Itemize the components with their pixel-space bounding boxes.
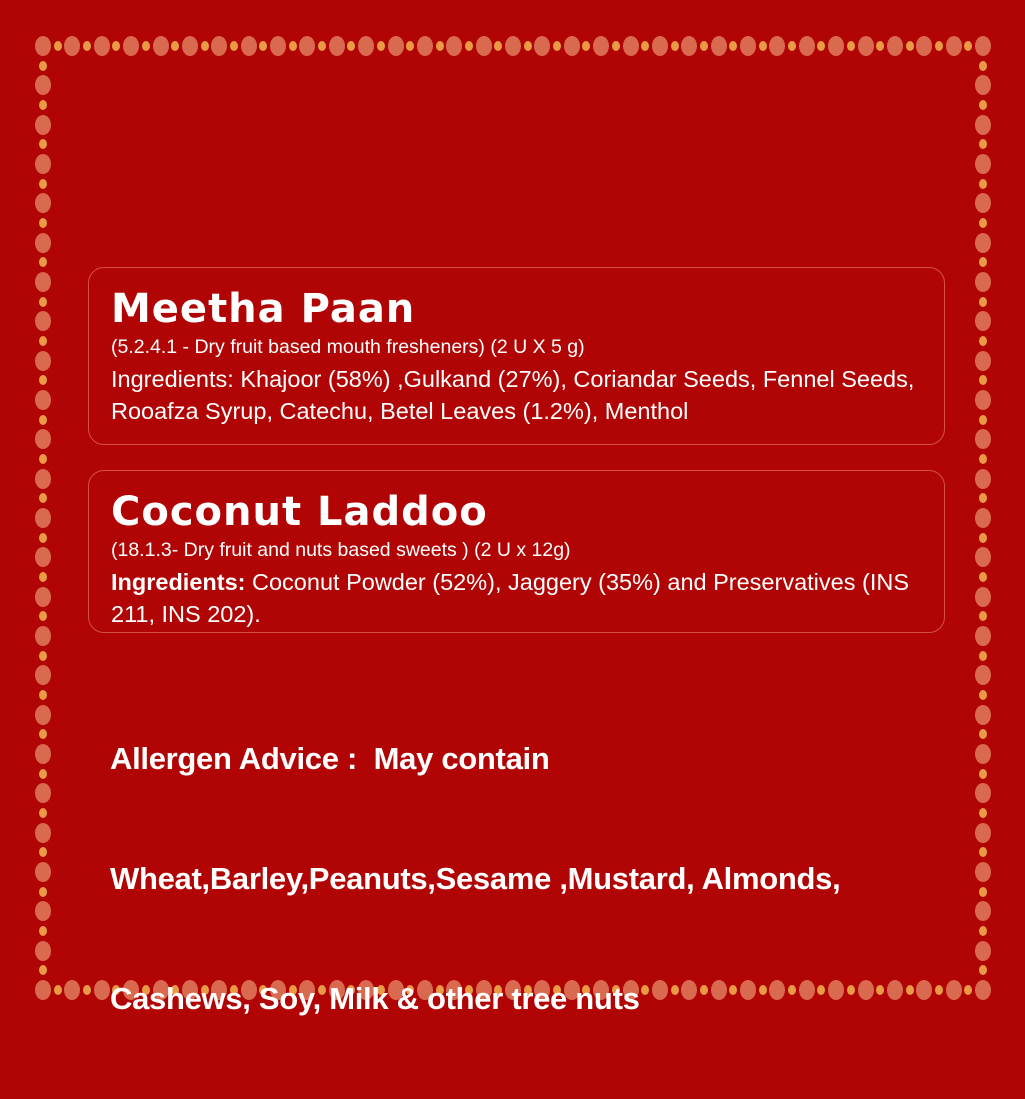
border-dot (700, 41, 708, 51)
border-dot (465, 41, 473, 51)
border-dot (975, 233, 991, 253)
border-dot (964, 985, 972, 995)
border-dot (230, 41, 238, 51)
border-dot (799, 36, 815, 56)
border-dot (652, 36, 668, 56)
border-dot (671, 41, 679, 51)
border-dot (975, 626, 991, 646)
border-dot (979, 926, 987, 936)
border-dot (729, 41, 737, 51)
border-dot (623, 36, 639, 56)
border-dot (975, 901, 991, 921)
product-title: Meetha Paan (111, 286, 416, 332)
border-dot (975, 154, 991, 174)
border-dot (64, 980, 80, 1000)
border-dot (436, 41, 444, 51)
border-dot (39, 651, 47, 661)
product-ingredients (111, 363, 916, 427)
border-dot (975, 941, 991, 961)
border-dot (935, 985, 943, 995)
border-dot (876, 985, 884, 995)
border-dot (979, 808, 987, 818)
border-dot (979, 847, 987, 857)
border-dot (979, 139, 987, 149)
border-dot (975, 744, 991, 764)
border-dot (35, 941, 51, 961)
border-dot (975, 272, 991, 292)
border-dot (35, 744, 51, 764)
border-dot (817, 41, 825, 51)
product-category-code: (18.1.3- Dry fruit and nuts based sweets ) (2 U x 12g) (111, 539, 571, 561)
border-dot (39, 729, 47, 739)
border-dot (39, 611, 47, 621)
border-dot (681, 36, 697, 56)
border-dot (975, 783, 991, 803)
border-dot (847, 985, 855, 995)
border-dot (39, 375, 47, 385)
border-dot (979, 61, 987, 71)
border-dot (979, 611, 987, 621)
allergen-line: Cashews, Soy, Milk & other tree nuts (110, 981, 640, 1016)
border-dot (979, 179, 987, 189)
ingredients-label: Ingredients: (111, 569, 246, 595)
border-dot (979, 965, 987, 975)
border-dot (979, 729, 987, 739)
border-dot (975, 390, 991, 410)
border-dot (476, 36, 492, 56)
border-dot (39, 808, 47, 818)
border-dot (94, 980, 110, 1000)
border-dot (39, 887, 47, 897)
border-dot (906, 985, 914, 995)
border-dot (358, 36, 374, 56)
border-dot (979, 336, 987, 346)
border-dot (35, 980, 51, 1000)
border-dot (979, 415, 987, 425)
border-dot (979, 887, 987, 897)
border-dot (769, 36, 785, 56)
border-dot (759, 41, 767, 51)
border-dot (788, 41, 796, 51)
border-dot (906, 41, 914, 51)
border-dot (64, 36, 80, 56)
border-dot (964, 41, 972, 51)
border-dot (153, 36, 169, 56)
border-dot (975, 36, 991, 56)
border-dot (39, 415, 47, 425)
border-dot (35, 705, 51, 725)
border-dot (979, 100, 987, 110)
allergen-advice (110, 659, 840, 1099)
border-dot (35, 469, 51, 489)
allergen-line: Allergen Advice : May contain (110, 741, 550, 776)
border-dot (446, 36, 462, 56)
border-dot (39, 100, 47, 110)
border-dot (887, 36, 903, 56)
border-dot (564, 36, 580, 56)
border-dot (979, 690, 987, 700)
border-dot (347, 41, 355, 51)
allergen-line: Wheat,Barley,Peanuts,Sesame ,Mustard, Almonds, (110, 861, 841, 896)
border-dot (711, 36, 727, 56)
border-dot (112, 41, 120, 51)
border-dot (211, 36, 227, 56)
border-dot (935, 41, 943, 51)
border-dot (887, 980, 903, 1000)
border-dot (975, 587, 991, 607)
border-dot (975, 115, 991, 135)
border-dot (35, 233, 51, 253)
border-dot (979, 218, 987, 228)
border-dot (975, 980, 991, 1000)
border-dot (94, 36, 110, 56)
border-dot (975, 351, 991, 371)
border-dot (39, 926, 47, 936)
border-dot (39, 965, 47, 975)
border-dot (39, 297, 47, 307)
border-dot (35, 390, 51, 410)
border-dot (858, 36, 874, 56)
border-dot (979, 572, 987, 582)
product-card-meetha-paan (88, 267, 945, 445)
border-dot (35, 823, 51, 843)
border-dot (39, 61, 47, 71)
border-dot (612, 41, 620, 51)
border-dot (975, 823, 991, 843)
border-dot (975, 508, 991, 528)
border-dot (847, 41, 855, 51)
product-card-coconut-laddoo (88, 470, 945, 633)
border-dot (534, 36, 550, 56)
border-dot (35, 193, 51, 213)
border-dot (979, 769, 987, 779)
border-dot (505, 36, 521, 56)
border-dot (979, 257, 987, 267)
border-dot (171, 41, 179, 51)
border-dot (582, 41, 590, 51)
border-dot (388, 36, 404, 56)
border-dot (975, 469, 991, 489)
border-dot (979, 533, 987, 543)
border-dot (979, 454, 987, 464)
border-dot (975, 429, 991, 449)
border-dot (524, 41, 532, 51)
border-dot (975, 547, 991, 567)
border-dot (593, 36, 609, 56)
border-dot (83, 985, 91, 995)
border-dot (39, 257, 47, 267)
border-dot (39, 690, 47, 700)
border-dot (83, 41, 91, 51)
border-dot (39, 533, 47, 543)
border-dot (641, 41, 649, 51)
border-dot (35, 351, 51, 371)
border-dot (828, 36, 844, 56)
border-dot (241, 36, 257, 56)
border-dot (35, 901, 51, 921)
border-dot (975, 665, 991, 685)
border-dot (975, 75, 991, 95)
border-dot (979, 297, 987, 307)
border-dot (39, 336, 47, 346)
border-dot (975, 862, 991, 882)
product-title: Coconut Laddoo (111, 489, 488, 535)
border-dot (946, 36, 962, 56)
border-dot (406, 41, 414, 51)
ingredients-label: Ingredients: (111, 366, 234, 392)
border-dot (201, 41, 209, 51)
product-ingredients (111, 566, 916, 630)
ingredients-text: Coconut Powder (52%), Jaggery (35%) and Preservatives (INS 211, INS 202). (111, 569, 909, 627)
border-dot (318, 41, 326, 51)
border-dot (182, 36, 198, 56)
border-dot (740, 36, 756, 56)
border-dot (54, 985, 62, 995)
ingredients-text: Khajoor (58%) ,Gulkand (27%), Coriandar Seeds, Fennel Seeds, Rooafza Syrup, Catechu, Betel Leaves (1.2%), Menthol (111, 366, 915, 424)
border-dot (35, 115, 51, 135)
border-dot (979, 375, 987, 385)
border-dot (39, 769, 47, 779)
border-dot (876, 41, 884, 51)
border-dot (39, 218, 47, 228)
border-dot (979, 651, 987, 661)
border-dot (39, 179, 47, 189)
border-dot (54, 41, 62, 51)
border-dot (553, 41, 561, 51)
border-dot (916, 36, 932, 56)
border-dot (916, 980, 932, 1000)
border-dot (979, 493, 987, 503)
border-dot (39, 493, 47, 503)
border-dot (35, 587, 51, 607)
border-dot (35, 36, 51, 56)
border-dot (35, 429, 51, 449)
border-dot (35, 75, 51, 95)
border-dot (123, 36, 139, 56)
border-dot (494, 41, 502, 51)
border-dot (35, 154, 51, 174)
border-dot (975, 193, 991, 213)
border-dot (142, 41, 150, 51)
border-dot (35, 665, 51, 685)
border-dot (259, 41, 267, 51)
border-dot (946, 980, 962, 1000)
border-dot (35, 862, 51, 882)
border-dot (35, 508, 51, 528)
border-dot (35, 547, 51, 567)
border-dot (299, 36, 315, 56)
border-dot (35, 311, 51, 331)
border-dot (35, 272, 51, 292)
border-dot (329, 36, 345, 56)
border-dot (417, 36, 433, 56)
border-dot (39, 454, 47, 464)
border-dot (975, 311, 991, 331)
border-dot (289, 41, 297, 51)
border-dot (39, 139, 47, 149)
border-dot (39, 847, 47, 857)
border-dot (35, 626, 51, 646)
border-dot (975, 705, 991, 725)
product-category-code: (5.2.4.1 - Dry fruit based mouth fresheners) (2 U X 5 g) (111, 336, 585, 358)
border-dot (270, 36, 286, 56)
border-dot (35, 783, 51, 803)
border-dot (858, 980, 874, 1000)
border-dot (39, 572, 47, 582)
border-dot (377, 41, 385, 51)
